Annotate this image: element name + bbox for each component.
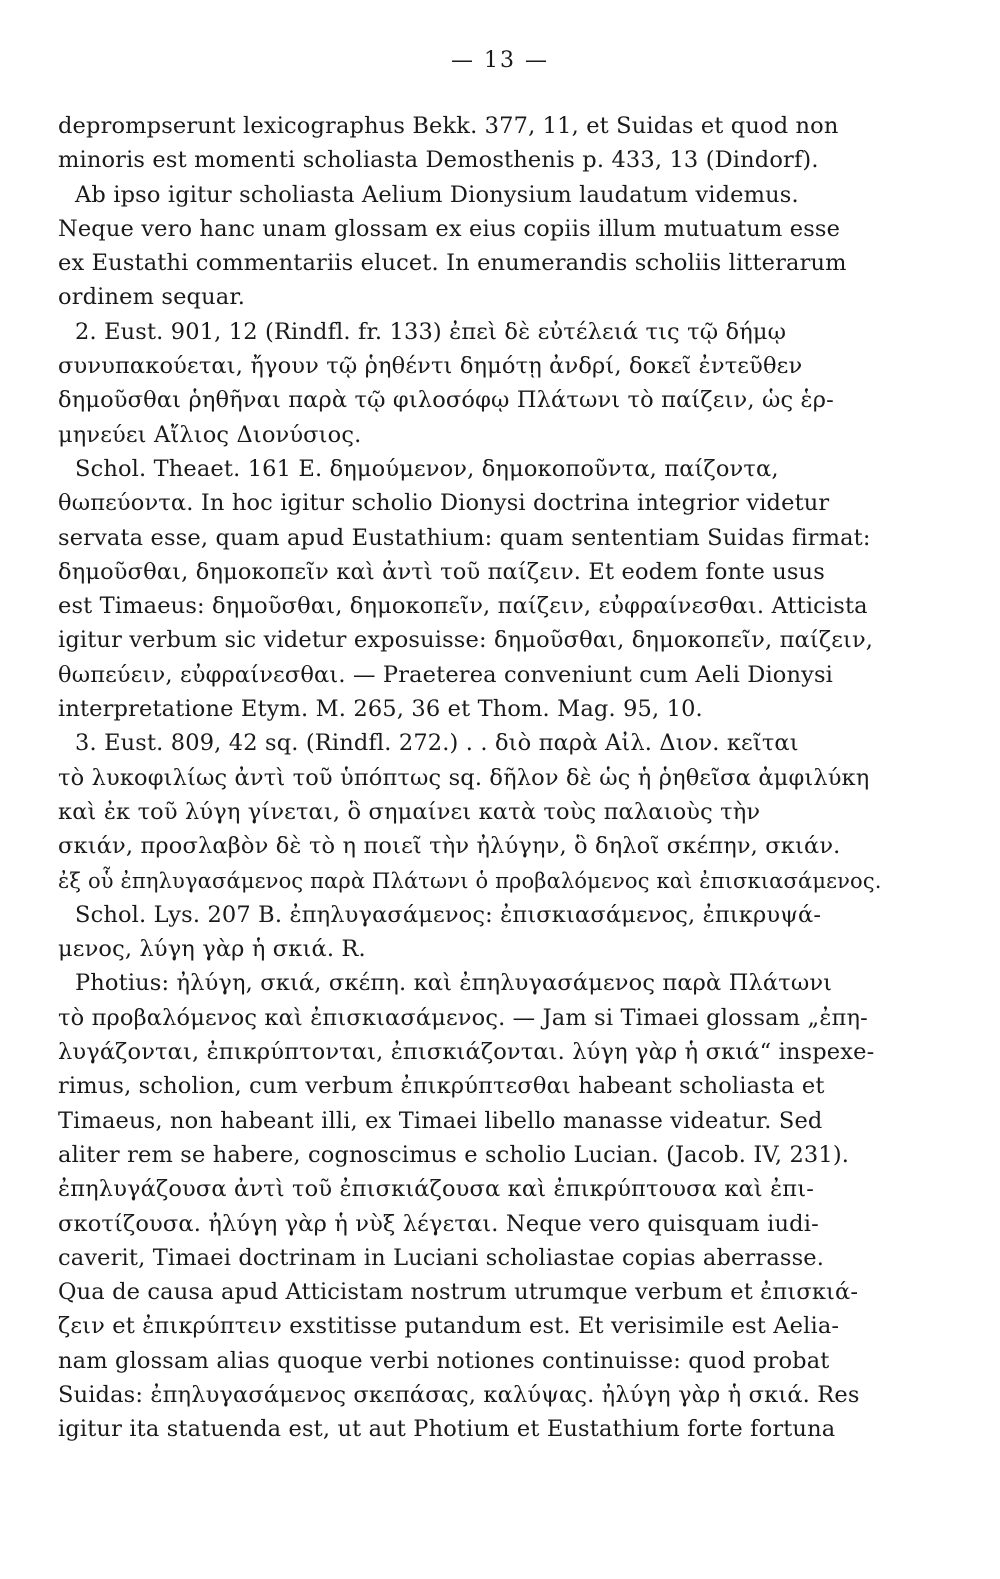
text-line: caverit, Timaei doctrinam in Luciani scholiastae copias aberrasse.	[58, 1244, 825, 1271]
text-line: minoris est momenti scholiasta Demosthenis p. 433, 13 (Dindorf).	[58, 147, 819, 174]
text-line: 2. Eust. 901, 12 (Rindfl. fr. 133) ἐπεὶ δὲ εὐτέλειά τις τῷ δήμῳ	[75, 318, 787, 345]
text-line: servata esse, quam apud Eustathium: quam sententiam Suidas firmat:	[58, 524, 871, 551]
text-line: interpretatione Etym. M. 265, 36 et Thom. Mag. 95, 10.	[58, 696, 703, 723]
text-line: λυγάζονται, ἐπικρύπτονται, ἐπισκιάζονται. λύγη γὰρ ἡ σκιά“ inspexe-	[58, 1039, 875, 1066]
text-line: τὸ λυκοφιλίως ἀντὶ τοῦ ὑπόπτως sq. δῆλον δὲ ὡς ἡ ῥηθεῖσα ἀμφιλύκη	[58, 764, 870, 791]
text-line: Schol. Lys. 207 B. ἐπηλυγασάμενος: ἐπισκιασάμενος, ἐπικρυψά-	[75, 901, 822, 928]
text-line: τὸ προβαλόμενος καὶ ἐπισκιασάμενος. — Jam si Timaei glossam „ἐπη-	[58, 1004, 868, 1031]
text-line: ordinem sequar.	[58, 284, 246, 311]
page-number: — 13 —	[451, 48, 549, 73]
text-line: θωπεύειν, εὐφραίνεσθαι. — Praeterea conveniunt cum Aeli Dionysi	[58, 661, 834, 688]
text-line: μηνεύει Αἴλιος Διονύσιος.	[58, 421, 362, 448]
text-line: δημοῦσθαι, δημοκοπεῖν καὶ ἀντὶ τοῦ παίζειν. Et eodem fonte usus	[58, 558, 825, 585]
text-line: Suidas: ἐπηλυγασάμενος σκεπάσας, καλύψας. ἠλύγη γὰρ ἡ σκιά. Res	[58, 1381, 860, 1408]
text-line: aliter rem se habere, cognoscimus e scholio Lucian. (Jacob. IV, 231).	[58, 1141, 850, 1168]
text-line: nam glossam alias quoque verbi notiones continuisse: quod probat	[58, 1347, 830, 1374]
text-line: Photius: ἠλύγη, σκιά, σκέπη. καὶ ἐπηλυγασάμενος παρὰ Πλάτωνι	[75, 970, 833, 997]
text-line: est Timaeus: δημοῦσθαι, δημοκοπεῖν, παίζειν, εὐφραίνεσθαι. Atticista	[58, 593, 868, 620]
body-text	[58, 109, 896, 1447]
text-line: ex Eustathi commentariis elucet. In enumerandis scholiis litterarum	[58, 250, 847, 277]
text-line: Schol. Theaet. 161 E. δημούμενον, δημοκοποῦντα, παίζοντα,	[75, 455, 779, 482]
text-line: Timaeus, non habeant illi, ex Timaei libello manasse videatur. Sed	[58, 1107, 823, 1134]
text-line: 3. Eust. 809, 42 sq. (Rindfl. 272.) . . διὸ παρὰ Αἰλ. Διον. κεῖται	[75, 730, 799, 757]
text-line: δημοῦσθαι ῥηθῆναι παρὰ τῷ φιλοσόφῳ Πλάτωνι τὸ παίζειν, ὡς ἑρ-	[58, 387, 834, 414]
text-line: καὶ ἐκ τοῦ λύγη γίνεται, ὃ σημαίνει κατὰ τοὺς παλαιοὺς τὴν	[58, 798, 761, 825]
text-line: συνυπακούεται, ἤγουν τῷ ῥηθέντι δημότῃ ἀνδρί, δοκεῖ ἐντεῦθεν	[58, 353, 803, 380]
text-line: rimus, scholion, cum verbum ἐπικρύπτεσθαι habeant scholiasta et	[58, 1073, 825, 1100]
text-line: ἐξ οὗ ἐπηλυγασάμενος παρὰ Πλάτωνι ὁ προβαλόμενος καὶ ἐπισκιασάμενος.	[58, 868, 882, 893]
text-line: σκιάν, προσλαβὸν δὲ τὸ η ποιεῖ τὴν ἠλύγην, ὃ δηλοῖ σκέπην, σκιάν.	[58, 833, 841, 860]
text-line: σκοτίζουσα. ἠλύγη γὰρ ἡ νὺξ λέγεται. Neque vero quisquam iudi-	[58, 1210, 819, 1237]
text-line: ζειν et ἐπικρύπτειν exstitisse putandum est. Et verisimile est Aelia-	[58, 1313, 840, 1340]
text-line: θωπεύοντα. In hoc igitur scholio Dionysi doctrina integrior videtur	[58, 490, 830, 517]
text-line: ἐπηλυγάζουσα ἀντὶ τοῦ ἐπισκιάζουσα καὶ ἐπικρύπτουσα καὶ ἐπι-	[58, 1176, 814, 1203]
text-line: Neque vero hanc unam glossam ex eius copiis illum mutuatum esse	[58, 215, 841, 242]
text-line: Qua de causa apud Atticistam nostrum utrumque verbum et ἐπισκιά-	[58, 1279, 859, 1306]
text-line: μενος, λύγη γὰρ ἡ σκιά. R.	[58, 936, 366, 963]
text-line: igitur verbum sic videtur exposuisse: δημοῦσθαι, δημοκοπεῖν, παίζειν,	[58, 627, 874, 654]
text-line: Ab ipso igitur scholiasta Aelium Dionysium laudatum videmus.	[75, 181, 799, 208]
text-line: igitur ita statuenda est, ut aut Photium et Eustathium forte fortuna	[58, 1416, 836, 1443]
text-line: deprompserunt lexicographus Bekk. 377, 11, et Suidas et quod non	[58, 113, 839, 139]
